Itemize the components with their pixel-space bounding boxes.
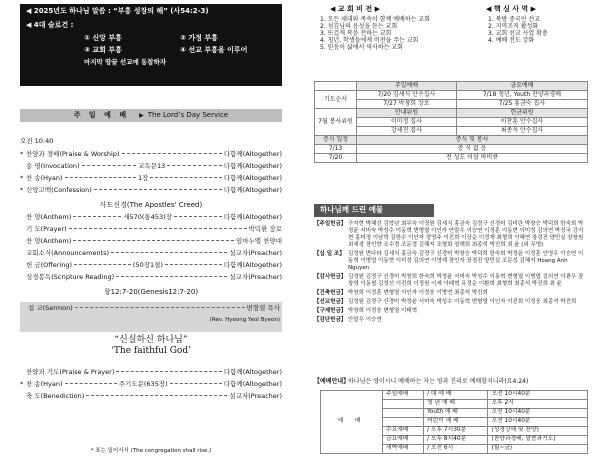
mission-list (488, 17, 548, 45)
vision-item: 1. 모든 세대와 족속이 함께 예배하는 교회 (320, 16, 430, 23)
order-item-ref: 1장 (137, 174, 149, 182)
mission-heading: ◀ 핵 심 사 역 ▶ (486, 5, 536, 13)
slogan-2: ② 가정 부흥 (180, 33, 218, 42)
order-row (20, 368, 282, 380)
triangle-icon: ▶ (139, 111, 144, 119)
sermon-box (20, 302, 282, 332)
service-type: 수요예배 (383, 427, 424, 436)
sermon-title-ko: “신실하신 하나님” (114, 335, 188, 345)
order-row (20, 225, 282, 237)
order-item-name: 축 도(Benediction) (26, 392, 85, 400)
vision-item: 5. 믿음이 삶에서 역사하는 교회 (320, 43, 403, 51)
order-item-name: 찬 송(Hyan) (26, 380, 63, 388)
mission-item: 3. 교회 선교 사업 확충 (488, 29, 548, 37)
table-cell: 7/27 박창희 장로 (357, 100, 457, 109)
slogan-3: ③ 교회 부흥 (84, 46, 122, 55)
service-type (383, 418, 424, 427)
service-type (383, 409, 424, 418)
vision-list (320, 17, 430, 51)
service-name: / 대 예 배 (424, 391, 488, 400)
header-offering: 헌금위원 (456, 109, 587, 118)
table-cell: 증 식 없 음 (357, 145, 588, 154)
sermon-row (22, 304, 280, 315)
order-item-leader: 다함께(Altogether) (223, 212, 282, 221)
header-schedule: 증식 일정 (315, 136, 357, 145)
service-time: 오후 2시 (488, 400, 588, 409)
order-item-leader: 설교자(Preacher) (229, 272, 282, 281)
order-item-ref: (50장1절) (132, 260, 163, 269)
vision-heading: ◀ 교 회 비 전 ▶ (330, 5, 380, 13)
offering-row (314, 290, 588, 297)
offering-names: 김정원 변다라 김세식 홍금숙 김정구 신경미 박창승 박덕희 한숙희 박정윤 이정훈 안영우 이승연 이동혁 이병엽 이동현 이미정 김의연 이영재 장인자 장경진 양민실 조문성 김혜지 Hoang Anh Nguyen (348, 251, 584, 272)
table-cell: 7/25 홍금숙 집사 (456, 100, 587, 109)
order-item-ref: 새570(통453)장 (123, 212, 172, 221)
service-name: Youth 예 배 (424, 409, 488, 418)
service-type: 새벽예배 (383, 445, 424, 454)
order-of-service (20, 137, 282, 300)
service-time: 오전 10:40 (20, 137, 54, 145)
offering-row (314, 299, 588, 306)
order-item-name: 헌 금(Offering) (26, 260, 73, 269)
order-row (20, 249, 282, 261)
worship-title: 주 일 예 배 (73, 111, 130, 120)
closing-order (20, 368, 282, 404)
offering-names: 박창희 이정웅 변형열 이태혁 (348, 308, 418, 315)
offering-label: 【감사헌금】 (314, 274, 347, 281)
notice-label: 【예배안내】 (314, 378, 350, 385)
sermon-title-en: ‘The faithful God’ (111, 346, 191, 357)
order-item-ref: 주기도문(635장) (118, 380, 168, 388)
table-cell: 이미정 집사 (357, 118, 457, 127)
slogan-grid (26, 34, 276, 56)
offering-label: 【구제헌금】 (314, 308, 347, 315)
order-item-leader: 다함께(Altogether) (223, 174, 282, 182)
header-ushers: 안내위원 (357, 109, 457, 118)
volunteers-label: 7월 봉사위원 (315, 109, 357, 136)
order-row (20, 213, 282, 225)
order-item-name: 찬 양(Anthem) (26, 236, 72, 245)
service-name: 어린이 예 배 (424, 418, 488, 427)
order-row (20, 186, 282, 198)
order-item-name: 성경봉독(Scripture Reading) (26, 272, 115, 281)
sermon-title-block (20, 335, 282, 358)
order-item-leader: 설교자(Preacher) (229, 248, 282, 257)
offering-names: 김정원 김정구 신경미 박정윤 서미숙 박성수 이동혁 변형열 이인자 이진희 이정웅 최종석 박진희 (348, 299, 577, 306)
header-service: 증식 및 봉사 (357, 136, 588, 145)
order-item-leader: 다함께(Altogether) (223, 260, 282, 269)
header-sunday: 주일예배 (357, 82, 457, 91)
stand-marker: * (20, 186, 24, 194)
table-cell: 7/18 청년, Youth 찬양과경배 (456, 91, 587, 100)
order-item-name: 찬양과 기도(Praise & Prayer) (26, 368, 115, 376)
slogan-4: ④ 선교 부흥을 이루어 (180, 46, 248, 55)
offering-names: 안말우 이승연 (348, 317, 382, 324)
service-name: 청 년 예 배 (424, 400, 488, 409)
service-name: / 오후 7시30분 (424, 427, 488, 436)
service-name: / 오후 8시40분 (424, 436, 488, 445)
creed-line: 사도신경(The Apostles' Creed) (99, 201, 203, 209)
table-cell: 최종석 안수집사 (456, 127, 587, 136)
offering-label: 【십 일 조】 (314, 251, 345, 258)
standing-footnote: * 표는 일어서서 (The congregation shall rise.) (90, 448, 212, 454)
order-item-name: 신앙고백(Confession) (26, 186, 92, 194)
table-cell: 7/20 (315, 154, 357, 163)
service-time: (찬양과경배, 말씀과기도) (488, 436, 588, 445)
order-item-name: 찬 송(Hyan) (26, 174, 63, 182)
order-item-leader: 설교자(Preacher) (229, 392, 282, 400)
table-cell: 7/20 김세식 안수집사 (357, 91, 457, 100)
order-item-name: 기 도(Prayer) (26, 224, 67, 233)
service-schedule-table (320, 390, 588, 454)
service-time: (성경강해 및 찬양) (488, 427, 588, 436)
stand-marker: * (20, 174, 24, 182)
stand-marker: * (20, 150, 24, 158)
offerings-heading: 하나님께 드린 예물 (314, 204, 434, 217)
worship-english: The Lord’s Day Service (147, 111, 229, 120)
notice-text: 하나님은 영이시니 예배하는 자는 영과 진리로 예배할지니라(요4:24) (348, 378, 529, 385)
order-item-leader: 임마누엘 찬양대 (235, 236, 282, 245)
table-cell: 7/13 (315, 145, 357, 154)
sermon-label: 설 교(Sermon) (28, 304, 73, 312)
order-item-leader: 다함께(Altogether) (223, 380, 283, 388)
order-item-name: 찬 양(Anthem) (26, 212, 72, 221)
motto-box (20, 4, 282, 86)
service-time: 오전 10시40분 (488, 391, 588, 400)
order-item-leader: 다함께(Altogether) (223, 368, 282, 376)
order-item-ref: 교독문13 (138, 162, 166, 170)
vision-item: 2. 섬김님의 음성을 듣는 교회 (320, 22, 398, 30)
sermon-preacher: 변형열 목사 (246, 304, 280, 312)
offering-names: 김정원 김정구 신경미 박창희 한숙희 박정윤 서미숙 박성수 이동혁 변형열 이병엽 김의연 이광우 장창영 이동철 김정선 이진희 이정원 이세 이태혁 유정순 이환희 최형희 최종석 박진희 최 윤 (348, 274, 584, 288)
service-name: / 오전 6시 (424, 445, 488, 454)
table-cell: 이찬훈 안수집사 (456, 118, 587, 127)
stand-marker: * (20, 380, 24, 388)
offering-row (314, 221, 588, 249)
order-row (20, 392, 282, 404)
offering-row (314, 251, 588, 272)
table-cell: 강세진 집사 (357, 127, 457, 136)
offering-row (314, 274, 588, 288)
prayer-order-label: 기도순서 (315, 91, 357, 109)
service-time: 오전 10시40분 (488, 418, 588, 427)
order-item-leader: 다함께(Altogether) (223, 150, 282, 158)
offering-label: 【주일헌금】 (314, 221, 347, 227)
offering-names: 박창희 이정훈 변형열 이인자 이정웅 이병연 최종석 박진희 (348, 290, 488, 297)
duty-table (314, 81, 588, 163)
motto-title: ◀ 2025년도 하나님 말씀 : “부흥 성장의 해” (사54:2-3) (26, 7, 209, 15)
table-cell: 전 성도 이삼 바비큐 (357, 154, 588, 163)
service-label: 예 배 (321, 391, 383, 454)
worship-notice (314, 378, 588, 386)
order-item-leader: 박덕환 장로 (248, 224, 282, 233)
offering-label: 【선교헌금】 (314, 299, 347, 306)
offering-names: 구자현 박혜선 김학년 최무숙 이정원 김세식 홍금숙 김정구 신경미 김미란 박창승 박덕희 한숙희 박정윤 서미숙 박성수 이동혁 변형열 이인자 안말우 이승연 이정훈 이동현 이미정 김의연 박정국 강지현 홍미정 이남혁 김한수 이인자 정영주 이진희 이상순 이정재 최형희 이혜연 장경진 양민실 장창원 최세경 장인향 조수경 조문경 김혜지 조형회 엄해희 최종석 박진희 최 윤 (외 무명) (348, 221, 584, 249)
motto-subtitle: ◀ 4대 슬로건 : (26, 20, 74, 29)
offering-row (314, 308, 588, 315)
service-time: 오전 10시40분 (488, 409, 588, 418)
order-row (20, 261, 282, 273)
left-page (0, 0, 296, 463)
order-item-name: 찬양과 경배(Praise & Worship) (26, 150, 120, 158)
order-item-name: 송 영(Invocation) (26, 162, 80, 170)
mission-item: 1. 북방 중국인 선교 (488, 16, 541, 23)
mission-item: 4. 예배 전도 강화 (488, 36, 535, 44)
offerings-list (314, 221, 588, 326)
preacher-english: (Rev. Hyeong Yeol Byeon) (209, 317, 280, 323)
right-page (304, 0, 600, 463)
vision-item: 3. 뜨겁게 복음 전하는 교회 (320, 29, 392, 37)
order-item-name: 교회소식(Announcements) (26, 248, 110, 257)
order-row (20, 273, 282, 285)
service-type: 금요예배 (383, 436, 424, 445)
service-type (383, 400, 424, 409)
worship-bar (20, 109, 282, 122)
order-row (20, 380, 282, 392)
offering-label: 【건축헌금】 (314, 290, 347, 297)
order-row (20, 237, 282, 249)
order-row (20, 150, 282, 162)
order-row (20, 174, 282, 186)
service-time: (월~금) (488, 445, 588, 454)
slogan-1: ① 신앙 부흥 (84, 33, 122, 42)
order-item-leader: 다함께(Altogether) (223, 162, 282, 170)
order-item-leader: 다함께(Altogether) (223, 186, 282, 194)
service-row (321, 391, 588, 400)
scripture-ref: 창12:7-20(Genesis12:7-20) (103, 287, 199, 296)
motto-last-line: 마지막 땅끝 선교에 동참하자 (84, 58, 167, 66)
offering-row (314, 317, 588, 324)
vision-item: 4. 청년, 학생들에게 비전을 주는 교회 (320, 36, 419, 44)
service-type: 주일예배 (383, 391, 424, 400)
mission-item: 2. 지역조직 활성화 (488, 22, 539, 30)
order-row (20, 162, 282, 174)
offering-label: 【감단헌금】 (314, 317, 347, 324)
header-friday: 금요예배 (456, 82, 587, 91)
